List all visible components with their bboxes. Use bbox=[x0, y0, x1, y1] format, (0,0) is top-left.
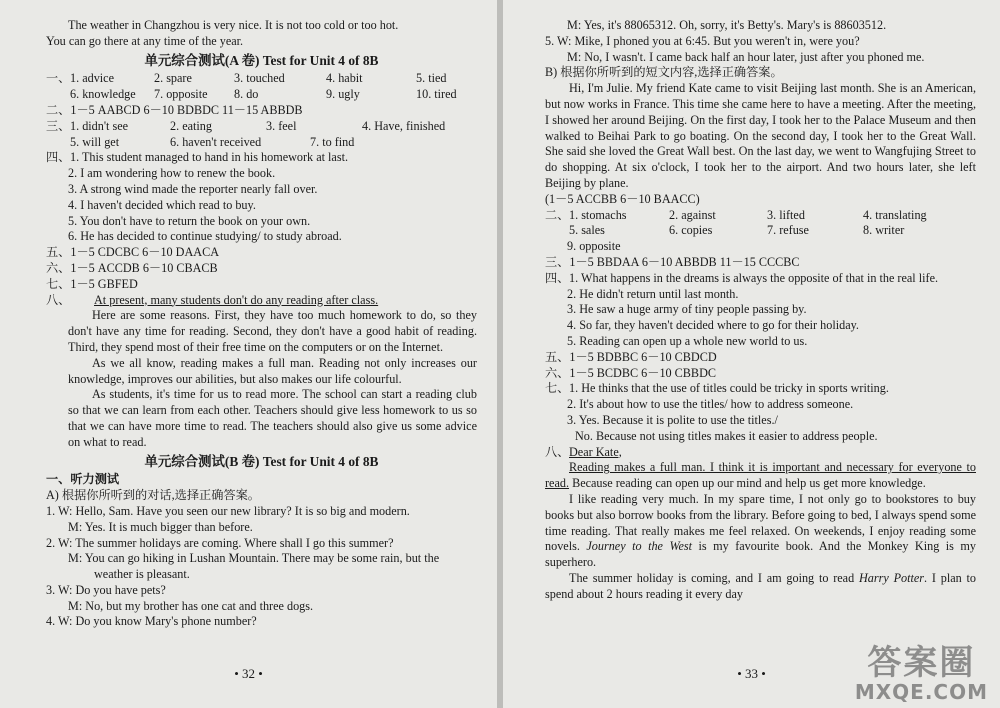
word-item: 6. copies bbox=[669, 223, 713, 238]
watermark-logo-text: 答案圈 bbox=[867, 643, 976, 683]
dialogue-line: 2. W: The summer holidays are coming. Where shall I go this summer? bbox=[46, 535, 394, 550]
page-number: • 33 • bbox=[737, 666, 766, 682]
fill-item: 2. eating bbox=[170, 118, 212, 133]
answer-line: (1－5 ACCBB 6－10 BAACC) bbox=[545, 191, 700, 206]
section-heading: 一、听力测试 bbox=[46, 472, 120, 487]
essay-topic-row bbox=[46, 293, 477, 309]
answer-line: 六、1－5 ACCDB 6－10 CBACB bbox=[46, 260, 218, 275]
dialogue-line: 4. W: Do you know Mary's phone number? bbox=[46, 614, 257, 629]
letter-paragraph bbox=[545, 571, 976, 603]
word-row bbox=[545, 208, 976, 224]
vocab-item: 9. ugly bbox=[326, 87, 360, 102]
letter-greeting-row bbox=[545, 445, 976, 461]
vocab-row bbox=[46, 87, 477, 103]
dialogue-line: 1. W: Hello, Sam. Have you seen our new library? It is so big and modern. bbox=[46, 503, 410, 518]
sentence: 3. A strong wind made the reporter nearly fall over. bbox=[68, 181, 318, 196]
answer-line: 二、1－5 AABCD 6－10 BDBDC 11－15 ABBDB bbox=[46, 102, 303, 117]
intro-line: The weather in Changzhou is very nice. It is not too cold or too hot. bbox=[68, 18, 399, 32]
fill-item: 1. didn't see bbox=[70, 118, 129, 133]
site-watermark bbox=[854, 643, 988, 704]
word-item: 8. writer bbox=[863, 223, 905, 238]
sentence-row bbox=[46, 150, 477, 166]
dialogue-line: M: Yes, it's 88065312. Oh, sorry, it's Betty's. Mary's is 88603512. bbox=[567, 18, 887, 32]
dialogue-line: M: You can go hiking in Lushan Mountain. There may be some rain, but the bbox=[68, 551, 440, 566]
section-label: 二、 bbox=[545, 207, 570, 222]
test-b-title: 单元综合测试(B 卷) Test for Unit 4 of 8B bbox=[144, 453, 379, 469]
sentence: 1. What happens in the dreams is always the opposite of that in the real life. bbox=[569, 270, 939, 285]
fill-item: 3. feel bbox=[266, 118, 297, 133]
letter-text: Because reading can open up our mind and help us get more knowledge. bbox=[569, 476, 926, 491]
watermark-url: MXQE.COM bbox=[854, 680, 988, 704]
vocab-item: 8. do bbox=[234, 87, 259, 102]
vocab-item: 2. spare bbox=[154, 71, 192, 86]
vocab-item: 3. touched bbox=[234, 71, 285, 86]
letter-text: . I plan to spend about 2 hours reading it every day bbox=[545, 570, 976, 601]
sentence: 3. He saw a huge army of tiny people passing by. bbox=[567, 302, 807, 317]
vocab-row bbox=[46, 71, 477, 87]
word-item: 4. translating bbox=[863, 207, 927, 222]
instruction: B) 根据你所听到的短文内容,选择正确答案。 bbox=[545, 65, 783, 80]
sentence: 1. This student managed to hand in his homework at last. bbox=[70, 150, 349, 165]
word-row bbox=[545, 223, 976, 239]
word-item: 5. sales bbox=[569, 223, 605, 238]
dialogue-line: weather is pleasant. bbox=[94, 567, 190, 582]
sentence-row bbox=[545, 381, 976, 397]
letter-text: I like reading very much. In my spare time, I not only go to bookstores to buy books but also borrow books from the library. Before going to bed, I always spend some time reading. That really makes me feel relaxed. On weekends, I enjoy reading some novels. bbox=[545, 491, 976, 554]
letter-paragraph bbox=[545, 460, 976, 492]
page-number: • 32 • bbox=[234, 666, 263, 682]
answer-line: 七、1－5 GBFED bbox=[46, 276, 138, 291]
word-item: 1. stomachs bbox=[569, 207, 627, 222]
vocab-item: 10. tired bbox=[416, 87, 457, 102]
section-label: 一、 bbox=[46, 71, 71, 86]
section-label: 八、 bbox=[545, 444, 570, 459]
book-title: Journey to the West bbox=[586, 539, 693, 554]
sentence: 5. Reading can open up a whole new world to us. bbox=[567, 333, 808, 348]
letter-greeting: Dear Kate, bbox=[569, 444, 622, 459]
letter-topic-sentence: Reading makes a full man. I think it is important and necessary for everyone to read. bbox=[545, 460, 976, 491]
answer-line: 三、1－5 BBDAA 6－10 ABBDB 11－15 CCCBC bbox=[545, 254, 800, 269]
section-label: 七、 bbox=[545, 381, 570, 396]
fill-item: 5. will get bbox=[70, 134, 120, 149]
essay-paragraph: Here are some reasons. First, they have too much homework to do, so they don't have any time for reading. Second, they don't have a good habit of reading. Third, they spend most of their free time on the computers or on the Internet. bbox=[68, 308, 477, 354]
word-item: 9. opposite bbox=[567, 239, 621, 254]
book-title: Harry Potter bbox=[858, 570, 925, 585]
fill-item: 7. to find bbox=[310, 134, 355, 149]
sentence: 5. You don't have to return the book on your own. bbox=[68, 213, 311, 228]
dialogue-line: M: Yes. It is much bigger than before. bbox=[68, 519, 253, 534]
intro-line: You can go there at any time of the year. bbox=[46, 33, 244, 48]
dialogue-line: 5. W: Mike, I phoned you at 6:45. But you weren't in, were you? bbox=[545, 33, 860, 48]
vocab-item: 1. advice bbox=[70, 71, 114, 86]
word-item: 2. against bbox=[669, 207, 716, 222]
sentence: 2. It's about how to use the titles/ how to address someone. bbox=[567, 397, 854, 412]
vocab-item: 4. habit bbox=[326, 71, 363, 86]
sentence: 2. He didn't return until last month. bbox=[567, 286, 739, 301]
letter-text: The summer holiday is coming, and I am going to read bbox=[569, 570, 859, 585]
vocab-item: 7. opposite bbox=[154, 87, 208, 102]
sentence: 4. I haven't decided which read to buy. bbox=[68, 197, 256, 212]
word-item: 3. lifted bbox=[767, 207, 805, 222]
dialogue-line: M: No, I wasn't. I came back half an hour later, just after you phoned me. bbox=[567, 49, 925, 64]
essay-topic: At present, many students don't do any reading after class. bbox=[94, 292, 379, 307]
vocab-item: 6. knowledge bbox=[70, 87, 136, 102]
test-a-title: 单元综合测试(A 卷) Test for Unit 4 of 8B bbox=[144, 52, 379, 68]
essay-paragraph: As we all know, reading makes a full man. Reading not only increases our knowledge, improves our abilities, but also makes our life colourful. bbox=[68, 355, 477, 386]
fill-item: 4. Have, finished bbox=[362, 118, 446, 133]
vocab-item: 5. tied bbox=[416, 71, 447, 86]
right-page bbox=[503, 0, 1000, 708]
sentence: No. Because not using titles makes it easier to address people. bbox=[575, 428, 878, 443]
sentence: 2. I am wondering how to renew the book. bbox=[68, 166, 276, 181]
answer-line: 五、1－5 BDBBC 6－10 CBDCD bbox=[545, 349, 717, 364]
letter-text: is my favourite book. And the Monkey King is my superhero. bbox=[545, 539, 976, 570]
dialogue-line: 3. W: Do you have pets? bbox=[46, 582, 166, 597]
section-label: 四、 bbox=[545, 270, 570, 285]
sentence: 3. Yes. Because it is polite to use the titles./ bbox=[567, 412, 778, 427]
section-label: 四、 bbox=[46, 150, 71, 165]
sentence: 4. So far, they haven't decided where to go for their holiday. bbox=[567, 318, 859, 333]
answer-line: 六、1－5 BCDBC 6－10 CBBDC bbox=[545, 365, 716, 380]
essay-paragraph: As students, it's time for us to read more. The school can start a reading club so that we can learn from each other. Teachers should give less homework to us so that we can have more time to read. The teachers should also give us some advice on what to read. bbox=[68, 387, 477, 449]
sentence: 1. He thinks that the use of titles could be tricky in sports writing. bbox=[569, 381, 889, 396]
section-label: 八、 bbox=[46, 292, 71, 307]
sentence-row bbox=[545, 271, 976, 287]
word-item: 7. refuse bbox=[767, 223, 809, 238]
listening-passage: Hi, I'm Julie. My friend Kate came to visit Beijing last month. She is an American, but now works in France. This time she came here to have a meeting. After the meeting, I showed her around Beijing. On the first day, I took her to the Palace Museum and then walked to Beihai Park to go boating. On the second day, I took her to the Great Wall. She said she loved the Great Wall best. On the last day, we went to Wangfujing Street to do shopping. At six o'clock, I took her to the airport. And two hours later, she left Beijing by plane. bbox=[545, 81, 976, 190]
fill-row bbox=[46, 135, 477, 151]
dialogue-line: M: No, but my brother has one cat and three dogs. bbox=[68, 598, 314, 613]
letter-paragraph bbox=[545, 492, 976, 571]
sentence: 6. He has decided to continue studying/ to study abroad. bbox=[68, 229, 342, 244]
instruction: A) 根据你所听到的对话,选择正确答案。 bbox=[46, 488, 260, 503]
left-page bbox=[0, 0, 497, 708]
fill-item: 6. haven't received bbox=[170, 134, 262, 149]
section-label: 三、 bbox=[46, 118, 71, 133]
fill-row bbox=[46, 119, 477, 135]
answer-line: 五、1－5 CDCBC 6－10 DAACA bbox=[46, 245, 220, 260]
